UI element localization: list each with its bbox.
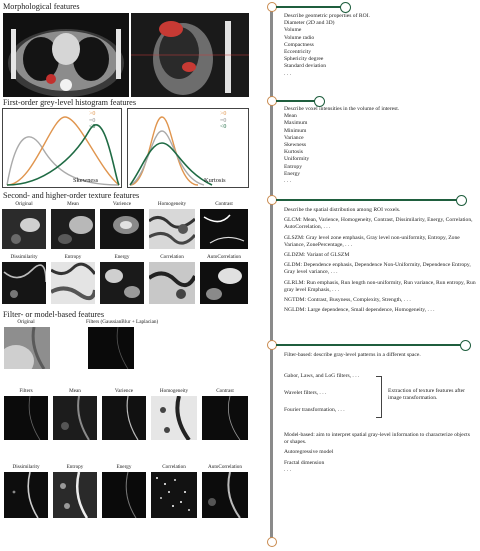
- texture-image-autocorrelation: [200, 262, 248, 304]
- morph-item: Volume radio: [284, 34, 315, 41]
- texture-connector: [276, 199, 458, 201]
- filter-description: [284, 352, 476, 359]
- filter-original-image: [4, 327, 50, 369]
- filter-image-contrast: [202, 396, 248, 440]
- filter-label: Mean: [69, 388, 81, 394]
- legend-eq: =0: [89, 117, 96, 124]
- morph-item: Volume: [284, 27, 302, 34]
- filter-image-filters: [4, 396, 48, 440]
- morph-item: Diameter (2D and 3D): [284, 20, 335, 27]
- texture-label: AutoCorrelation: [207, 254, 241, 260]
- filter-image-mean: [53, 396, 97, 440]
- filter-image-correlation: [151, 472, 197, 518]
- ct-axial-image: [3, 13, 129, 97]
- morph-connector-end: [340, 2, 351, 13]
- texture-glrlm: GLRLM: Run emphasis, Run length non-uniformity, Run variance, Run entropy, Run gray level Emphasis, . . .: [284, 279, 476, 293]
- filter-label: Contrast: [216, 388, 234, 394]
- hist-item: Energy: [284, 170, 301, 177]
- filter-connector: [276, 344, 462, 346]
- filter-methods: [284, 373, 374, 415]
- hist-item: Entropy: [284, 163, 303, 170]
- filter-image-dissimilarity: [4, 472, 48, 518]
- filter-image-energy: [102, 472, 146, 518]
- timeline-node-morph: [267, 2, 277, 12]
- morph-connector: [276, 6, 342, 8]
- morph-section-title: Morphological features: [3, 2, 80, 11]
- morph-desc-title: Describe geometric properties of ROI.: [284, 13, 370, 19]
- morph-item: Eccentricity: [284, 49, 312, 56]
- model-based-text: Model-based: aim to interpret spatial gray-level information to characterize objects or shapes.: [284, 432, 470, 446]
- texture-section-title: Second- and higher-order texture features: [3, 191, 140, 200]
- filter-label: Energy: [116, 464, 132, 470]
- texture-image-varience: [100, 209, 144, 249]
- texture-glcm: GLCM: Mean, Varience, Homogeneity, Contrast, Dissimilarity, Energy, Correlation, AutoCorrelation, . . .: [284, 217, 473, 231]
- ct-sagittal-image: [131, 13, 249, 97]
- filter-label: AutoCorrelation: [208, 464, 242, 470]
- filter-label: Dissimilarity: [12, 464, 40, 470]
- legend-lt: <0: [220, 124, 227, 130]
- filter-label: Filters: [19, 388, 33, 394]
- hist-section-title: First-order grey-level histogram features: [3, 98, 136, 107]
- hist-connector-end: [314, 96, 325, 107]
- texture-image-energy: [100, 262, 144, 304]
- filter-filtered-image: [88, 327, 134, 369]
- texture-image-mean: [51, 209, 95, 249]
- texture-label: Dissimilarity: [10, 254, 38, 260]
- hist-connector: [276, 100, 316, 102]
- skewness-label: Skewness: [73, 177, 99, 184]
- morph-item: Sphericity degree: [284, 56, 324, 63]
- timeline-node-hist: [267, 96, 277, 106]
- texture-label: Entropy: [64, 254, 82, 260]
- filter-extraction-note: Extraction of texture features after image transformation.: [388, 388, 466, 402]
- texture-label: Homogeneity: [157, 201, 187, 207]
- filter-connector-end: [460, 340, 471, 351]
- hist-item: Uniformity: [284, 156, 310, 163]
- hist-item: Skewness: [284, 142, 307, 149]
- kurtosis-label: Kurtosis: [204, 177, 226, 184]
- texture-gldm: GLDM: Dependence enphasis, Dependence Non-Uniformity, Dependence Entropy, Gray level variance, . . .: [284, 262, 471, 276]
- texture-ngldm: NGLDM: Large dependence, Small dependence, Homogeneity, . . .: [284, 307, 435, 314]
- texture-image-original: [2, 209, 46, 249]
- hist-item: Kurtosis: [284, 149, 303, 156]
- texture-connector-end: [456, 195, 467, 206]
- hist-item: Variance: [284, 134, 304, 141]
- filter-image-homogeneity: [151, 396, 197, 440]
- filter-fourier: Fourier transformation, . . .: [284, 407, 345, 414]
- filter-image-autocorrelation: [202, 472, 248, 518]
- filter-label: Varience: [114, 388, 134, 394]
- texture-image-correlation: [149, 262, 195, 304]
- filter-image-varience: [102, 396, 146, 440]
- texture-image-dissimilarity: [2, 262, 46, 304]
- model-item: Autoregressive model: [284, 449, 334, 456]
- morph-item: Standard deviation: [284, 63, 327, 70]
- filter-section-title: Filter- or model-based features: [3, 310, 105, 319]
- filter-label: Entropy: [66, 464, 84, 470]
- texture-gldzm: GLDZM: Variant of GLSZM: [284, 252, 350, 259]
- texture-image-entropy: [51, 262, 95, 304]
- filter-bracket: [376, 376, 382, 418]
- filter-gabor: Gabor, Laws, and LoG filters, . . .: [284, 373, 360, 379]
- texture-ngtdm: NGTDM: Contrast, Busyness, Complexity, Strength, . . .: [284, 297, 411, 304]
- texture-label: Contrast: [215, 201, 233, 207]
- legend-eq: =0: [220, 117, 227, 124]
- hist-item: . . .: [284, 178, 291, 185]
- skewness-plot: [2, 108, 122, 188]
- kurtosis-legend: [220, 111, 226, 131]
- model-item: Fractal dimension: [284, 459, 325, 466]
- morph-item: Compactness: [284, 41, 314, 48]
- timeline-node-end: [267, 537, 277, 547]
- timeline-node-filter: [267, 340, 277, 350]
- texture-desc-title: Describe the spatial distribution among ROI voxels.: [284, 207, 401, 213]
- hist-description: [284, 106, 476, 185]
- legend-lt: <0: [89, 124, 96, 130]
- morph-description: [284, 13, 476, 78]
- texture-image-homogeneity: [149, 209, 195, 249]
- filter-image-entropy: [53, 472, 97, 518]
- filter-label: Homogeneity: [159, 388, 189, 394]
- morph-item: . . .: [284, 70, 291, 77]
- hist-desc-title: Describe voxel intensities in the volume of interest.: [284, 106, 400, 112]
- model-item: . . .: [284, 466, 291, 473]
- texture-glszm: GLSZM: Gray level zone emphasis, Gray level non-uniformity, Entropy, Zone Variance, ZonePercentage, . . .: [284, 234, 460, 248]
- filter-label: Correlation: [162, 464, 186, 470]
- timeline-line: [270, 6, 273, 544]
- filter-original-label: Original: [17, 319, 35, 325]
- timeline-node-texture: [267, 195, 277, 205]
- skewness-legend: [89, 111, 95, 131]
- model-description: [284, 432, 474, 474]
- texture-label: Correlation: [160, 254, 184, 260]
- hist-item: Mean: [284, 113, 297, 120]
- legend-gt: >0: [89, 111, 96, 117]
- hist-item: Minimum: [284, 127, 307, 134]
- hist-item: Maximum: [284, 120, 308, 127]
- texture-label: Mean: [67, 201, 79, 207]
- texture-label: Energy: [114, 254, 130, 260]
- kurtosis-plot: [127, 108, 249, 188]
- legend-gt: >0: [220, 111, 227, 117]
- filter-filters-label: Filters (GaussianBlur + Laplacian): [86, 319, 159, 325]
- texture-label: Original: [15, 201, 33, 207]
- texture-label: Varience: [112, 201, 132, 207]
- texture-description: [284, 207, 476, 314]
- texture-image-contrast: [200, 209, 248, 249]
- filter-wavelet: Wavelet filters, . . .: [284, 390, 327, 397]
- filter-based-text: Filter-based: describe gray-level patterns in a different space.: [284, 352, 421, 358]
